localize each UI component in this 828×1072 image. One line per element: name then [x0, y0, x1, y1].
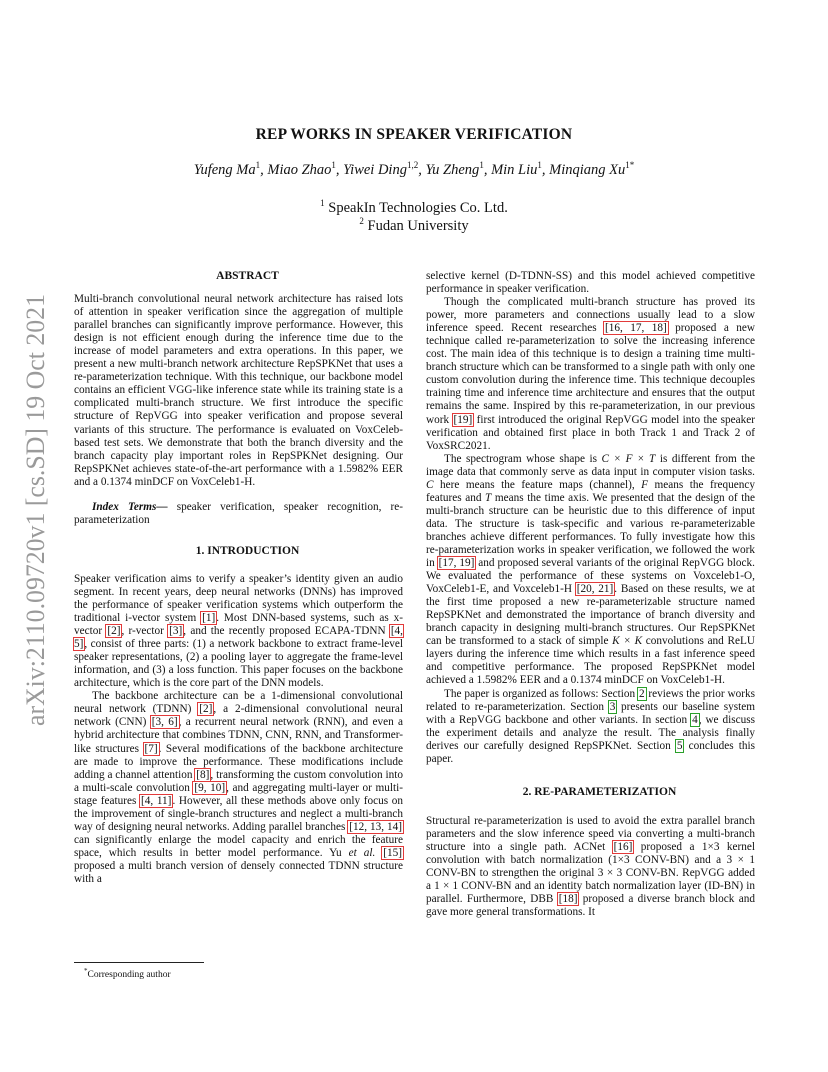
footnote-rule: [74, 962, 204, 963]
author: Yiwei Ding: [343, 161, 407, 178]
citation-link[interactable]: [1]: [202, 612, 216, 625]
citation-link[interactable]: [7]: [144, 742, 158, 755]
affiliation-2: $^2$ Fudan University: [359, 216, 469, 234]
footnote: *Corresponding author: [84, 967, 171, 981]
author: Miao Zhao: [267, 161, 332, 178]
paper-title: REP WORKS IN SPEAKER VERIFICATION: [255, 126, 573, 143]
intro-paragraph-6: The paper is organized as follows: Section 2 reviews the prior works related to re-parameterization. Section 3 presents our baseline system with a RepVGG backbone and other variants. In section 4, we discuss the experiment details and analyze the result. The analysis finally derives our carefully designed RepSPKNet. Section 5 concludes this paper.: [426, 687, 755, 765]
abstract-text: Multi-branch convolutional neural network architecture has raised lots of attention in speaker verification since the aggregation of multiple parallel branches can significantly improve performance. However, this design is not efficient enough during the inference time due to the increase of model parameters and extra operations. In this paper, we present a new multi-branch network architecture RepSPKNet that uses a re-parameterization technique. With this technique, our backbone model contains an efficient VGG-like inference state while its training state is a complicated multi-branch structure. We first introduce the specific structure of RepVGG into speaker verification and propose several variants of this structure. The performance is evaluated on VoxCeleb-based test sets. We demonstrate that both the branch diversity and the branch capacity play important roles in RepSPKNet designing. Our RepSPKNet achieves state-of-the-art performance with a 1.5982% EER and a 0.1374 minDCF on VoxCeleb1-H.: [74, 293, 403, 488]
intro-paragraph-3: selective kernel (D-TDNN-SS) and this model achieved competitive performance in speaker verification.: [426, 270, 755, 296]
citation-link[interactable]: [18]: [558, 893, 578, 906]
right-column: [426, 270, 755, 919]
arxiv-margin-stamp: [14, 290, 56, 730]
author-list: Yufeng Ma$^1$, Miao Zhao$^1$, Yiwei Ding$^{1,2}$, Yu Zheng$^1$, Min Liu$^1$, Minqiang $Xu^{1*}$: [193, 160, 635, 178]
arxiv-id: arXiv:2110.09720v1 [cs.SD] 19 Oct 2021: [21, 290, 50, 726]
left-column: [74, 270, 403, 886]
citation-link[interactable]: [16]: [613, 840, 633, 853]
citation-link[interactable]: [15]: [383, 846, 402, 859]
intro-paragraph-2: The backbone architecture can be a 1-dimensional convolutional neural network (TDNN) [2], a 2-dimensional convolutional neural network (CNN) [3, 6], a recurrent neural network (RNN), and even a hybrid architecture that combines TDNN, CNN, RNN, and Transformer-like structures [7]. Several modifications of the backbone architecture are made to improve the performance. These modifications include adding a channel attention [8], transforming the custom convolution into a multi-scale convolution [9, 10], and aggregating multi-layer or multi-stage features [4, 11]. However, all these methods above only focus on the improvement of single-branch structures and neglect a multi-branch way of designing neural networks. Adding parallel branches [12, 13, 14] can significantly enlarge the model capacity and enrich the feature space, which results in better model performance. Yu et al. [15] proposed a multi branch version of densely connected TDNN structure with a: [74, 690, 404, 885]
intro-paragraph-4: Though the complicated multi-branch structure has proved its power, more parameters and connections usually lead to a slow inference speed. Recent researches [16, 17, 18] proposed a new technique called re-parameterization to solve the increasing inference cost. The main idea of this technique is to design a training time multi-branch structure which can be transformed to a single path with only one custom convolution during the inference time. This technique decouples training time and inference time architecture and ensures that the output remains the same. Inspired by this re-parameterization, in our previous work [19] first introduced the original RepVGG model into the speaker verification and obtained first place in both Track 1 and Track 2 of VoxSRC2021.: [426, 296, 755, 452]
citation-link[interactable]: [2]: [107, 625, 121, 638]
citation-link[interactable]: [2]: [199, 703, 213, 716]
index-terms: Index Terms— speaker verification, speaker recognition, re-parameterization: [74, 500, 404, 526]
section-1-heading: 1. INTRODUCTION: [195, 544, 300, 557]
author: Yufeng Ma: [193, 161, 256, 178]
author: Min Liu: [491, 161, 538, 178]
citation-link[interactable]: [3, 6]: [151, 716, 178, 729]
reparam-paragraph: Structural re-parameterization is used to avoid the extra parallel branch parameters and the slow inference speed via converting a multi-branch structure into a single path. ACNet [16] proposed a 1×3 kernel convolution with batch normalization (1×3 CONV-BN) and a 3 × 1 CONV-BN to strengthen the original 3 × 3 CONV-BN. RepVGG added a 1 × 1 CONV-BN and an identity batch normalization layer (ID-BN) in parallel. Furthermore, DBB [18] proposed a diverse branch block and gave more general transformations. It: [426, 814, 755, 919]
citation-link[interactable]: [19]: [453, 413, 473, 426]
citation-link[interactable]: [16, 17, 18]: [605, 322, 667, 335]
citation-link[interactable]: [20, 21]: [576, 583, 614, 596]
abstract-heading: ABSTRACT: [216, 270, 279, 282]
intro-paragraph-1: Speaker verification aims to verify a speaker’s identity given an audio segment. In recent years, deep neural networks (DNNs) has improved the performance of speaker verification systems which outperform the traditional i-vector system [1]. Most DNN-based systems, such as x-vector [2], r-vector [3], and the recently proposed ECAPA-TDNN [4, 5], consist of three parts: (1) a network backbone to extract frame-level speaker representations, (2) a pooling layer to aggregate the frame-level information, and (3) a loss function. This paper focuses on the backbone architecture, which is the core part of the DNN models.: [74, 572, 403, 690]
section-2-heading: 2. RE-PARAMETERIZATION: [522, 785, 677, 798]
author: Yu Zheng: [425, 161, 480, 178]
section-ref-link[interactable]: 2: [638, 687, 645, 700]
citation-link[interactable]: [12, 13, 14]: [349, 820, 402, 833]
citation-link[interactable]: [4, 5]: [74, 625, 403, 651]
section-ref-link[interactable]: 3: [609, 700, 616, 713]
section-ref-link[interactable]: 4: [692, 713, 698, 726]
citation-link[interactable]: [17, 19]: [438, 557, 475, 570]
intro-paragraph-5: The spectrogram whose shape is C × F × T is different from the image data that commonly serve as data input in computer vision tasks. C here means the feature maps (channel), F means the frequency features and T means the time axis. We presented that the design of the multi-branch structure can be heuristic due to this difference of input data. The structure is task-specific and various re-parameterizable branches achieve different performances. To fully investigate how this re-parameterization works in speaker verification, we followed the work in [17, 19] and proposed several variants of the original RepVGG block. We evaluated the performance of these systems on Voxceleb1-O, VoxCeleb1-E, and Voxceleb1-H [20, 21]. Based on these results, we at the first time proposed a new re-parameterizable structure named RepSPKNet and demonstrated the importance of branch diversity and branch capacity in designing multi-branch structures. Our RepSPKNet can be transformed to a stack of simple K × K convolutions and ReLU layers during the inference time which results in a fast inference speed and competitive performance. The proposed RepSPKNet model achieved a 1.5982% EER and a 0.1374 minDCF on VoxCeleb1-H.: [426, 452, 755, 687]
section-ref-link[interactable]: 5: [676, 739, 683, 752]
author: Minqiang Xu: [549, 161, 626, 178]
citation-link[interactable]: [3]: [169, 625, 183, 638]
affiliation-1: $^1$ SpeakIn Technologies Co. Ltd.: [320, 198, 508, 216]
citation-link[interactable]: [4, 11]: [141, 794, 172, 807]
citation-link[interactable]: [9, 10]: [194, 781, 226, 794]
citation-link[interactable]: [8]: [196, 768, 210, 781]
